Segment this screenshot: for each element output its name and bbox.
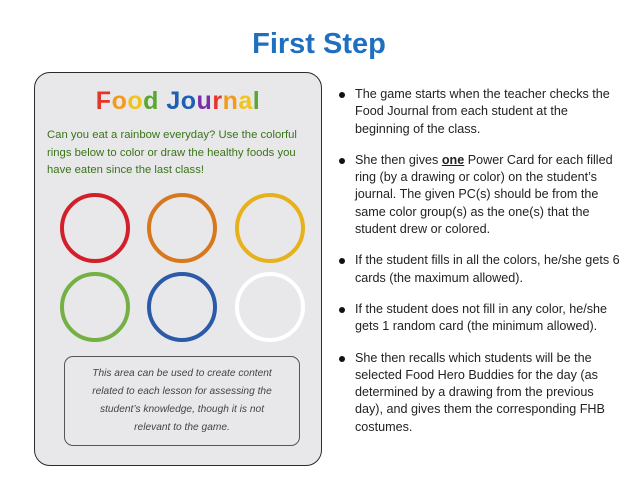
- bullet-icon: [339, 92, 345, 98]
- bullet-icon: [339, 307, 345, 313]
- list-item: [335, 86, 625, 138]
- green-ring[interactable]: [60, 272, 130, 342]
- rule-text-3: If the student fills in all the colors, he/she gets 6 cards (the maximum allowed).: [355, 253, 620, 285]
- blue-ring[interactable]: [147, 272, 217, 342]
- title-letter: [159, 87, 166, 116]
- rule-text-5: She then recalls which students will be the selected Food Hero Buddies for the day (as determined by a drawing from the previous day), and gives them the corresponding FHB costumes.: [355, 350, 605, 434]
- bullet-icon: [339, 158, 345, 164]
- orange-ring[interactable]: [147, 193, 217, 263]
- food-journal-card: [34, 72, 322, 466]
- title-letter: u: [196, 87, 213, 115]
- journal-intro-text: Can you eat a rainbow everyday? Use the colorful rings below to color or draw the healthy foods you have eaten since the last class!: [47, 129, 297, 176]
- list-item: [335, 350, 625, 436]
- title-letter: a: [238, 87, 253, 115]
- title-letter: o: [127, 87, 144, 115]
- rule-text-1: The game starts when the teacher checks the Food Journal from each student at the beginning of the class.: [355, 87, 610, 136]
- white-ring[interactable]: [235, 272, 305, 342]
- slide-title: First Step: [252, 28, 386, 60]
- rule-text-2-emphasis: one: [441, 152, 465, 167]
- rule-text-4: If the student does not fill in any color, he/she gets 1 random card (the minimum allowed).: [355, 301, 608, 334]
- rule-text-2-post: Power Card for each filled ring (by a drawing or color) on the student’s journal. The given PC(s) should be from the same color group(s) as the one(s) that the student drew or colored.: [355, 152, 613, 237]
- food-journal-title: [35, 87, 321, 116]
- title-letter: F: [95, 87, 112, 115]
- title-letter: d: [143, 87, 159, 115]
- assessment-note-text: This area can be used to create content related to each lesson for assessing the student’s knowledge, though it is not relevant to the game.: [92, 368, 272, 433]
- rules-list: [335, 86, 625, 450]
- list-item: [335, 301, 625, 336]
- title-letter: r: [212, 87, 223, 115]
- list-item: [335, 252, 625, 287]
- title-letter: o: [111, 87, 128, 115]
- list-item: [335, 152, 625, 238]
- assessment-note-box: [64, 356, 300, 446]
- title-letter: n: [222, 87, 239, 115]
- title-letter: o: [180, 87, 197, 115]
- red-ring[interactable]: [60, 193, 130, 263]
- bullet-icon: [339, 356, 345, 362]
- bullet-icon: [339, 258, 345, 264]
- rule-text-2-pre: She then gives: [355, 152, 442, 167]
- title-letter: J: [166, 87, 181, 115]
- yellow-ring[interactable]: [235, 193, 305, 263]
- title-letter: l: [252, 87, 261, 115]
